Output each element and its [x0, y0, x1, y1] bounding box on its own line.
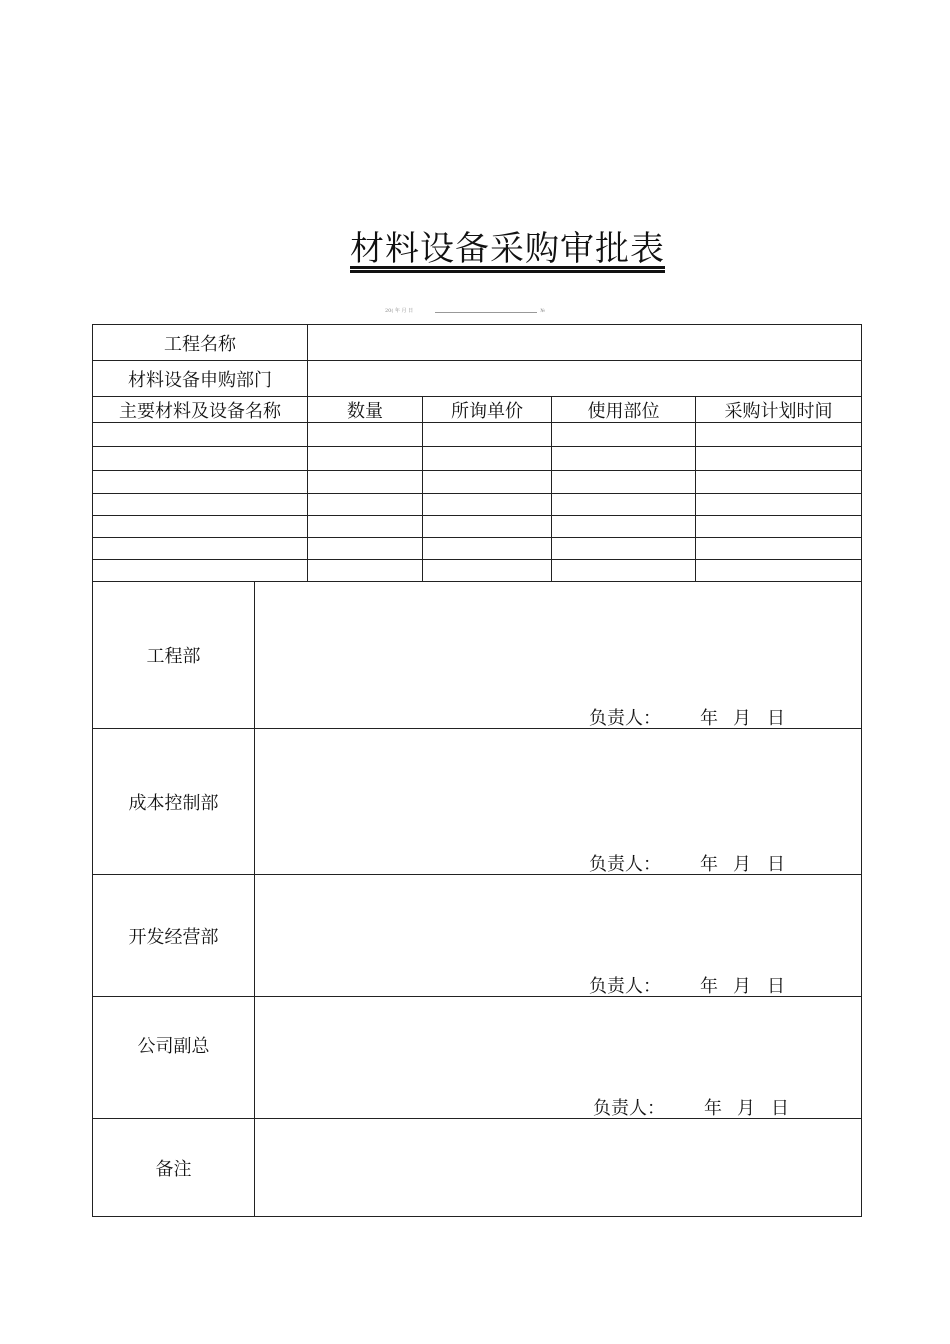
serial-number-label: № [540, 308, 545, 314]
date-day-label: 日 [771, 1098, 789, 1119]
date-prefix: 20( 年 月 日 [385, 308, 414, 314]
signer-label: 负责人： [589, 708, 661, 729]
date-day-label: 日 [767, 708, 785, 729]
col-header-item-name: 主要材料及设备名称 [119, 400, 281, 422]
approval-vice-president: 公司副总 [137, 1035, 210, 1057]
table-cell[interactable] [93, 471, 307, 493]
table-cell[interactable] [93, 538, 307, 559]
table-cell[interactable] [423, 494, 551, 515]
date-month-label: 月 [733, 976, 751, 997]
signer-label: 负责人： [589, 976, 661, 997]
table-cell[interactable] [552, 560, 695, 581]
table-cell[interactable] [423, 516, 551, 537]
table-cell[interactable] [308, 471, 422, 493]
approval-dept-engineering: 工程部 [146, 646, 201, 667]
table-cell[interactable] [93, 423, 307, 446]
table-cell[interactable] [308, 560, 422, 581]
date-month-label: 月 [733, 708, 751, 729]
table-cell[interactable] [93, 494, 307, 515]
signer-label: 负责人： [593, 1098, 665, 1119]
col-header-purchase-schedule: 采购计划时间 [724, 400, 833, 422]
table-cell[interactable] [696, 516, 861, 537]
table-cell[interactable] [423, 423, 551, 446]
table-cell[interactable] [308, 538, 422, 559]
table-cell[interactable] [93, 560, 307, 581]
purchase-dept-field[interactable] [308, 361, 861, 396]
table-cell[interactable] [93, 447, 307, 470]
col-header-quantity: 数量 [347, 400, 383, 422]
table-cell[interactable] [696, 538, 861, 559]
approval-dept-cost-control: 成本控制部 [128, 792, 219, 814]
table-cell[interactable] [696, 471, 861, 493]
table-cell[interactable] [308, 494, 422, 515]
table-cell[interactable] [423, 447, 551, 470]
date-month-label: 月 [733, 854, 751, 875]
remarks-label: 备注 [155, 1158, 192, 1180]
date-year-label: 年 [704, 1098, 722, 1119]
remarks-field[interactable] [255, 1119, 861, 1216]
date-day-label: 日 [767, 854, 785, 875]
col-header-usage-location: 使用部位 [587, 400, 660, 422]
date-month-label: 月 [737, 1098, 755, 1119]
table-cell[interactable] [308, 516, 422, 537]
purchase-dept-label: 材料设备申购部门 [128, 369, 272, 391]
table-cell[interactable] [696, 494, 861, 515]
date-year-label: 年 [700, 854, 718, 875]
table-cell[interactable] [308, 423, 422, 446]
table-cell[interactable] [423, 471, 551, 493]
table-cell[interactable] [552, 516, 695, 537]
project-name-field[interactable] [308, 325, 861, 360]
signer-label: 负责人： [589, 854, 661, 875]
table-border-bottom [92, 1216, 862, 1217]
table-cell[interactable] [552, 471, 695, 493]
col-header-unit-price: 所询单价 [451, 400, 523, 422]
table-cell[interactable] [696, 560, 861, 581]
table-cell[interactable] [423, 560, 551, 581]
table-cell[interactable] [423, 538, 551, 559]
table-cell[interactable] [552, 494, 695, 515]
table-cell[interactable] [93, 516, 307, 537]
table-cell[interactable] [696, 423, 861, 446]
date-year-label: 年 [700, 708, 718, 729]
table-cell[interactable] [308, 447, 422, 470]
approval-dept-development: 开发经营部 [128, 926, 219, 948]
project-name-label: 工程名称 [164, 333, 236, 355]
form-title: 材料设备采购审批表 [350, 229, 665, 269]
table-border-right [861, 324, 862, 1217]
date-year-label: 年 [700, 976, 718, 997]
date-day-label: 日 [767, 976, 785, 997]
table-cell[interactable] [696, 447, 861, 470]
table-cell[interactable] [552, 538, 695, 559]
table-cell[interactable] [552, 423, 695, 446]
table-cell[interactable] [552, 447, 695, 470]
